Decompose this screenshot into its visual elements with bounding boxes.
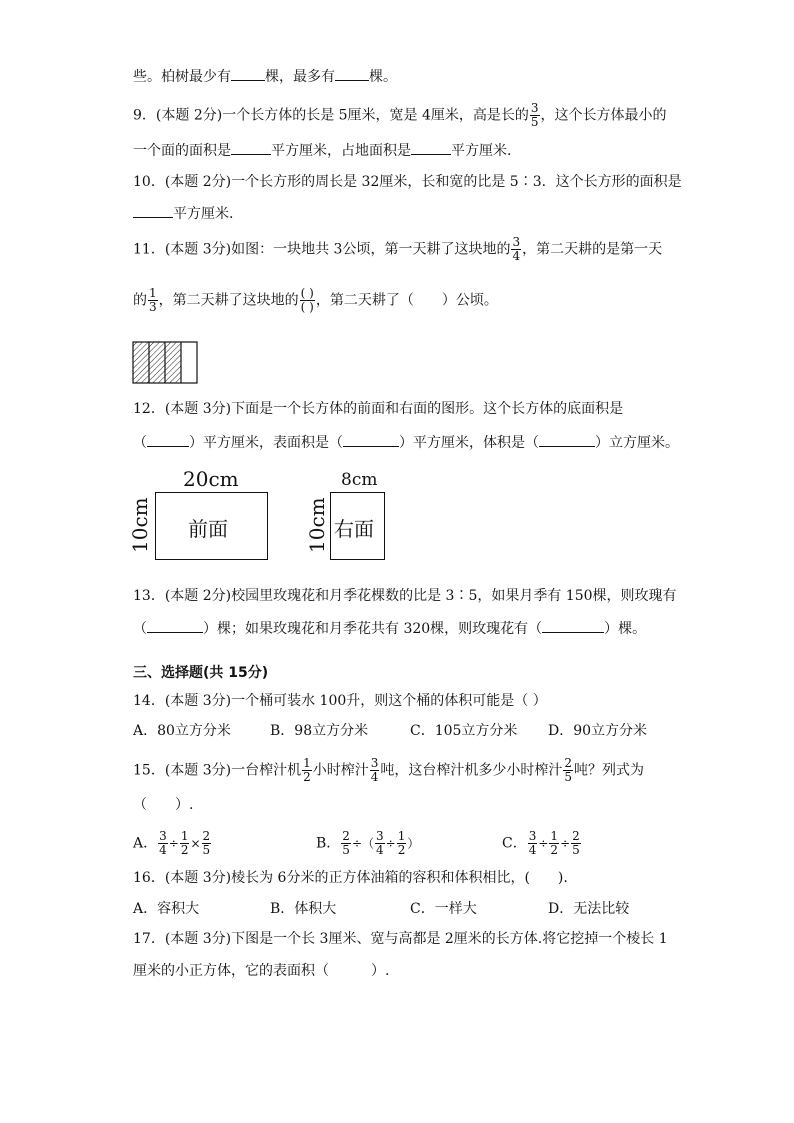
q11-line-2 <box>133 287 498 314</box>
fraction <box>511 236 521 263</box>
q10-text: 平方厘米. <box>173 206 234 222</box>
q9-text: 平方厘米. <box>451 143 512 159</box>
denominator: 2 <box>303 770 311 784</box>
fraction <box>341 830 351 857</box>
numerator: 2 <box>564 756 573 770</box>
q17-line-1: 17．(本题 3分)下图是一个长 3厘米、宽与高都是 2厘米的长方体.将它挖掉一个棱长 1 <box>133 931 668 947</box>
q16-option-a[interactable]: A．容积大 <box>133 901 200 917</box>
q12-line-1 <box>133 399 623 419</box>
operator: × <box>190 836 201 851</box>
answer-blank[interactable] <box>343 432 399 447</box>
denominator: 4 <box>528 843 537 857</box>
option-label: A． <box>133 835 158 852</box>
fraction <box>528 830 538 857</box>
numerator: 3 <box>159 829 167 843</box>
numerator: 2 <box>202 829 211 843</box>
q17-line-2: 厘米的小正方体，它的表面积（ ）. <box>133 963 390 979</box>
fraction <box>202 830 212 857</box>
q10-line-1 <box>133 172 682 192</box>
operator: ÷（ <box>351 836 374 851</box>
q15-text: 吨，这台榨汁机多少小时榨汁 <box>380 762 563 779</box>
numerator: 1 <box>397 829 406 843</box>
q11-text: 的 <box>133 292 147 309</box>
q14-stem: 14．(本题 3分)一个桶可装水 100升，则这个桶的体积可能是（ ） <box>133 693 547 709</box>
fraction <box>158 830 168 857</box>
q9-text: 一个面的面积是 <box>133 143 231 159</box>
q16-option-d[interactable]: D．无法比较 <box>548 901 630 917</box>
fraction <box>302 757 312 784</box>
q10-line-2 <box>133 203 233 224</box>
operator: ÷ <box>385 836 396 851</box>
numerator: 3 <box>528 829 537 843</box>
denominator: 2 <box>550 843 559 857</box>
q16-stem: 16．(本题 3分)棱长为 6分米的正方体油箱的容积和体积相比，( ). <box>133 870 568 886</box>
right-face-label: 右面 <box>334 517 374 541</box>
q8-text-b: 棵，最多有 <box>265 69 335 85</box>
q11-text: 11．(本题 3分)如图：一块地共 3公顷，第一天耕了这块地的 <box>133 241 511 258</box>
answer-blank[interactable] <box>231 140 271 155</box>
fraction <box>549 830 559 857</box>
operator: ÷ <box>560 836 571 851</box>
fraction <box>571 830 581 857</box>
operator: ） <box>407 836 420 851</box>
q9-text: 平方厘米，占地面积是 <box>271 143 411 159</box>
fraction <box>148 287 158 314</box>
numerator: 3 <box>376 829 384 843</box>
q13-line-1 <box>133 586 677 606</box>
numerator: 2 <box>572 829 580 843</box>
q14-option-d[interactable]: D．90立方分米 <box>548 723 648 739</box>
option-label: B． <box>316 835 341 852</box>
denominator: 2 <box>397 843 406 857</box>
numerator: 1 <box>303 756 311 770</box>
front-width-label: 20cm <box>183 467 239 491</box>
q8-line <box>133 66 397 87</box>
fraction <box>370 757 380 784</box>
denominator: 5 <box>572 843 580 857</box>
q13-text: ）棵。 <box>604 621 647 637</box>
answer-blank[interactable] <box>133 203 173 218</box>
right-height-label: 10cm <box>305 497 329 553</box>
numerator: 3 <box>512 235 521 249</box>
front-height-label: 10cm <box>128 497 152 553</box>
denominator: 2 <box>180 843 189 857</box>
fraction <box>375 830 385 857</box>
q13-text: 13．(本题 2分)校园里玫瑰花和月季花棵数的比是 3∶5，如果月季有 150棵，则玫瑰有 <box>133 588 677 604</box>
numerator: 3 <box>370 756 379 770</box>
operator: ÷ <box>168 836 179 851</box>
q9-text: 9．(本题 2分)一个长方体的长是 5厘米，宽是 4厘米，高是长的 <box>133 107 529 124</box>
q12-text: （ <box>133 435 147 451</box>
answer-blank[interactable] <box>542 618 604 633</box>
answer-blank[interactable] <box>147 432 189 447</box>
q15-option-c[interactable] <box>502 830 582 857</box>
q14-option-b[interactable]: B．98立方分米 <box>270 723 369 739</box>
numerator: 1 <box>149 286 157 300</box>
option-label: C． <box>502 835 527 852</box>
q15-text: 小时榨汁 <box>312 762 369 779</box>
q15-option-b[interactable] <box>316 830 419 857</box>
q15-text: 吨？列式为 <box>574 762 645 779</box>
q13-text: ）棵；如果玫瑰花和月季花共有 320棵，则玫瑰花有（ <box>203 621 543 637</box>
numerator: ( ) <box>300 286 314 300</box>
q12-line-2 <box>133 432 679 453</box>
fraction <box>180 830 190 857</box>
answer-blank[interactable] <box>539 432 595 447</box>
q16-option-c[interactable]: C．一样大 <box>410 901 477 917</box>
hatched-area <box>133 342 181 383</box>
q15-line-2: （ ）. <box>133 797 194 813</box>
q12-text: ）立方厘米。 <box>595 435 679 451</box>
fraction <box>563 757 573 784</box>
denominator: 4 <box>512 249 521 263</box>
denominator: 5 <box>530 115 539 129</box>
q12-text: 12．(本题 3分)下面是一个长方体的前面和右面的图形。这个长方体的底面积是 <box>133 401 624 417</box>
q13-line-2 <box>133 618 646 639</box>
numerator: 3 <box>530 101 539 115</box>
q9-line-1 <box>133 102 667 129</box>
q9-text: ，这个长方体最小的 <box>540 107 667 124</box>
denominator: 4 <box>159 843 167 857</box>
answer-blank[interactable] <box>411 140 451 155</box>
denominator: 5 <box>342 843 350 857</box>
denominator: 4 <box>370 770 379 784</box>
q15-text: 15．(本题 3分)一台榨汁机 <box>133 762 302 779</box>
fraction <box>530 102 540 129</box>
q11-text: ，第二天耕了这块地的 <box>158 292 299 309</box>
denominator: 5 <box>564 770 573 784</box>
front-face-label: 前面 <box>188 517 228 541</box>
q14-option-c[interactable]: C．105立方分米 <box>410 723 518 739</box>
section-heading: 三、选择题(共 15分) <box>133 665 269 681</box>
right-width-label: 8cm <box>341 470 378 490</box>
q9-line-2 <box>133 140 511 161</box>
q8-text-a: 些。柏树最少有 <box>133 69 231 85</box>
numerator: 1 <box>180 829 189 843</box>
q12-text: ）平方厘米，体积是（ <box>399 435 539 451</box>
denominator: 4 <box>376 843 384 857</box>
q13-text: （ <box>133 621 147 637</box>
q11-text: ，第二天耕了（ ）公顷。 <box>315 292 498 309</box>
fraction <box>397 830 407 857</box>
fraction-blank[interactable] <box>300 287 315 314</box>
answer-blank[interactable] <box>335 66 369 81</box>
q8-text-c: 棵。 <box>369 69 397 85</box>
q10-text: 10．(本题 2分)一个长方形的周长是 32厘米，长和宽的比是 5∶3．这个长方形的面积是 <box>133 174 682 190</box>
q11-line-1 <box>133 236 662 263</box>
numerator: 1 <box>550 829 559 843</box>
q15-line-1 <box>133 757 644 784</box>
answer-blank[interactable] <box>147 618 203 633</box>
denominator: 5 <box>202 843 211 857</box>
denominator: ( ) <box>300 300 314 314</box>
q12-text: ）平方厘米，表面积是（ <box>189 435 343 451</box>
operator: ÷ <box>538 836 549 851</box>
answer-blank[interactable] <box>231 66 265 81</box>
denominator: 3 <box>149 300 157 314</box>
numerator: 2 <box>342 829 350 843</box>
q16-option-b[interactable]: B．体积大 <box>270 901 337 917</box>
q11-text: ，第二天耕的是第一天 <box>522 241 663 258</box>
q14-option-a[interactable]: A．80立方分米 <box>133 723 231 739</box>
q15-option-a[interactable] <box>133 830 212 857</box>
land-strip-figure <box>132 341 200 385</box>
